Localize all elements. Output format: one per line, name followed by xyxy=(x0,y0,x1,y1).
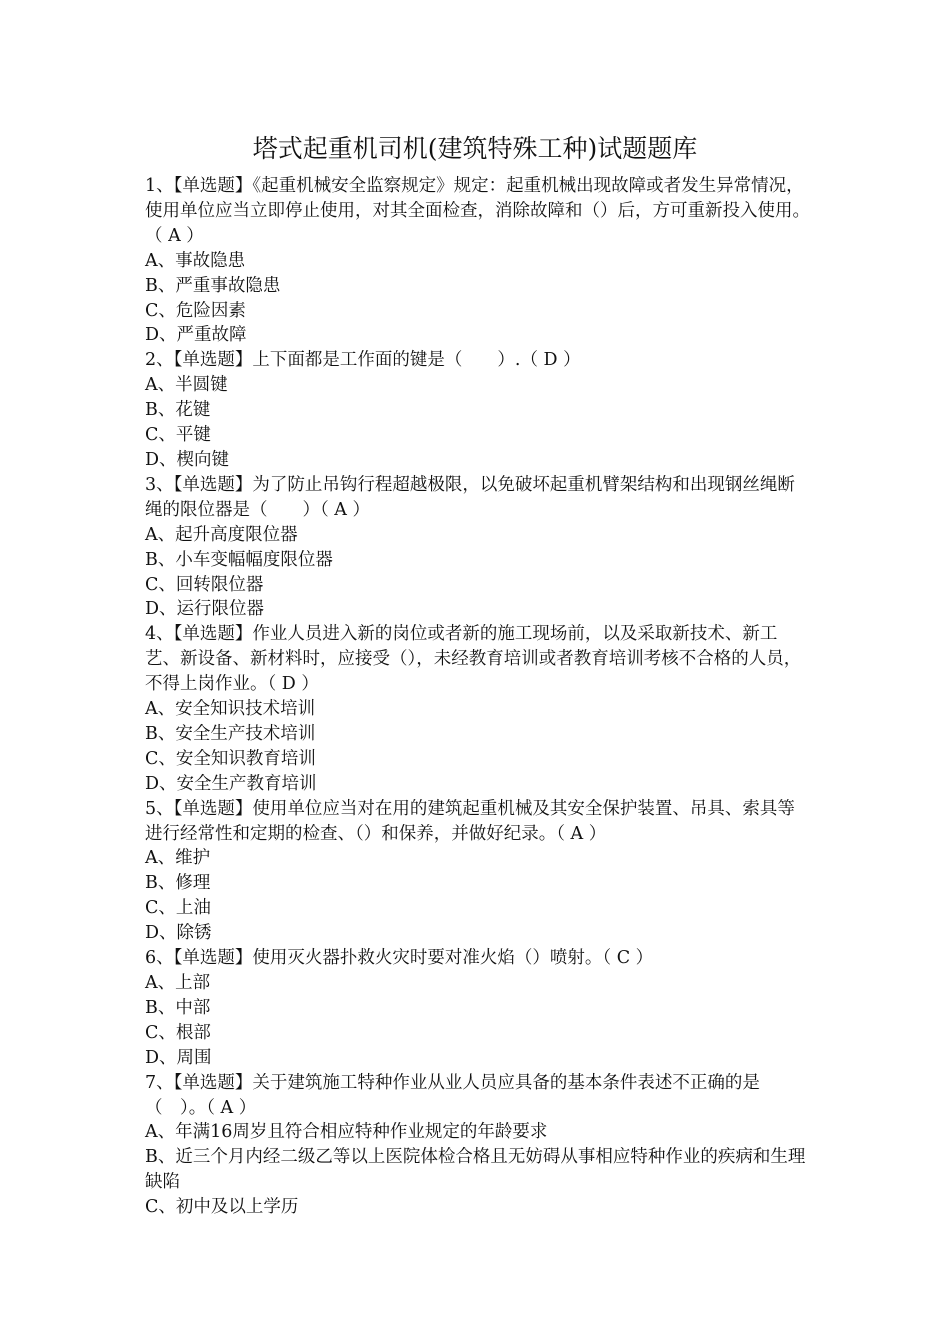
answer-option: C、安全知识教育培训 xyxy=(145,748,316,769)
answer-option: A、上部 xyxy=(145,973,211,993)
question-text: 6、【单选题】使用灭火器扑救火灾时要对准火焰（）喷射。（ C ） xyxy=(145,948,654,969)
answer-option: D、楔向键 xyxy=(145,449,230,470)
answer-option: C、初中及以上学历 xyxy=(145,1197,299,1218)
question-text: 7、【单选题】关于建筑施工特种作业从业人员应具备的基本条件表述不正确的是（ ）。（ A ） xyxy=(145,1072,760,1118)
answer-option: A、起升高度限位器 xyxy=(145,524,298,545)
answer-option: B、严重事故隐患 xyxy=(145,275,281,296)
answer-option: B、近三个月内经二级乙等以上医院体检合格且无妨碍从事相应特种作业的疾病和生理缺陷 xyxy=(145,1147,806,1193)
answer-option: B、小车变幅幅度限位器 xyxy=(145,549,333,570)
answer-option: D、周围 xyxy=(145,1047,212,1068)
answer-option: B、修理 xyxy=(145,873,211,894)
question-text: 4、【单选题】作业人员进入新的岗位或者新的施工现场前，以及采取新技术、新工艺、新设备、新材料时，应接受（），未经教育培训或者教育培训考核不合格的人员，不得上岗作业。（ D ） xyxy=(145,624,802,695)
answer-option: C、上油 xyxy=(145,898,211,919)
answer-option: C、根部 xyxy=(145,1022,211,1043)
answer-option: C、回转限位器 xyxy=(145,574,264,595)
answer-option: B、安全生产技术培训 xyxy=(145,723,316,744)
answer-option: A、年满16周岁且符合相应特种作业规定的年龄要求 xyxy=(145,1122,548,1143)
question-text: 1、【单选题】《起重机械安全监察规定》规定：起重机械出现故障或者发生异常情况，使用单位应当立即停止使用，对其全面检查，消除故障和（）后，方可重新投入使用。（ A ） xyxy=(145,176,810,246)
answer-option: C、危险因素 xyxy=(145,300,246,321)
question-text: 2、【单选题】上下面都是工作面的键是（ ）.（ D ） xyxy=(145,350,581,371)
answer-option: B、花键 xyxy=(145,400,211,421)
answer-option: C、平键 xyxy=(145,425,211,446)
answer-option: D、运行限位器 xyxy=(145,599,265,620)
answer-option: D、严重故障 xyxy=(145,325,247,346)
answer-option: B、中部 xyxy=(145,997,211,1018)
question-text: 3、【单选题】为了防止吊钩行程超越极限，以免破坏起重机臂架结构和出现钢丝绳断绳的限位器是（ ）（ A ） xyxy=(145,474,795,520)
answer-option: A、事故隐患 xyxy=(145,250,246,271)
answer-option: A、半圆键 xyxy=(145,375,228,396)
answer-option: A、安全知识技术培训 xyxy=(145,699,316,720)
answer-option: A、维护 xyxy=(145,848,211,869)
answer-option: D、除锈 xyxy=(145,923,212,944)
answer-option: D、安全生产教育培训 xyxy=(145,773,317,794)
question-text: 5、【单选题】使用单位应当对在用的建筑起重机械及其安全保护装置、吊具、索具等进行经常性和定期的检查、（）和保养，并做好纪录。（ A ） xyxy=(145,798,795,844)
document-title: 塔式起重机司机(建筑特殊工种)试题题库 xyxy=(252,134,698,163)
question-list xyxy=(145,174,810,1220)
